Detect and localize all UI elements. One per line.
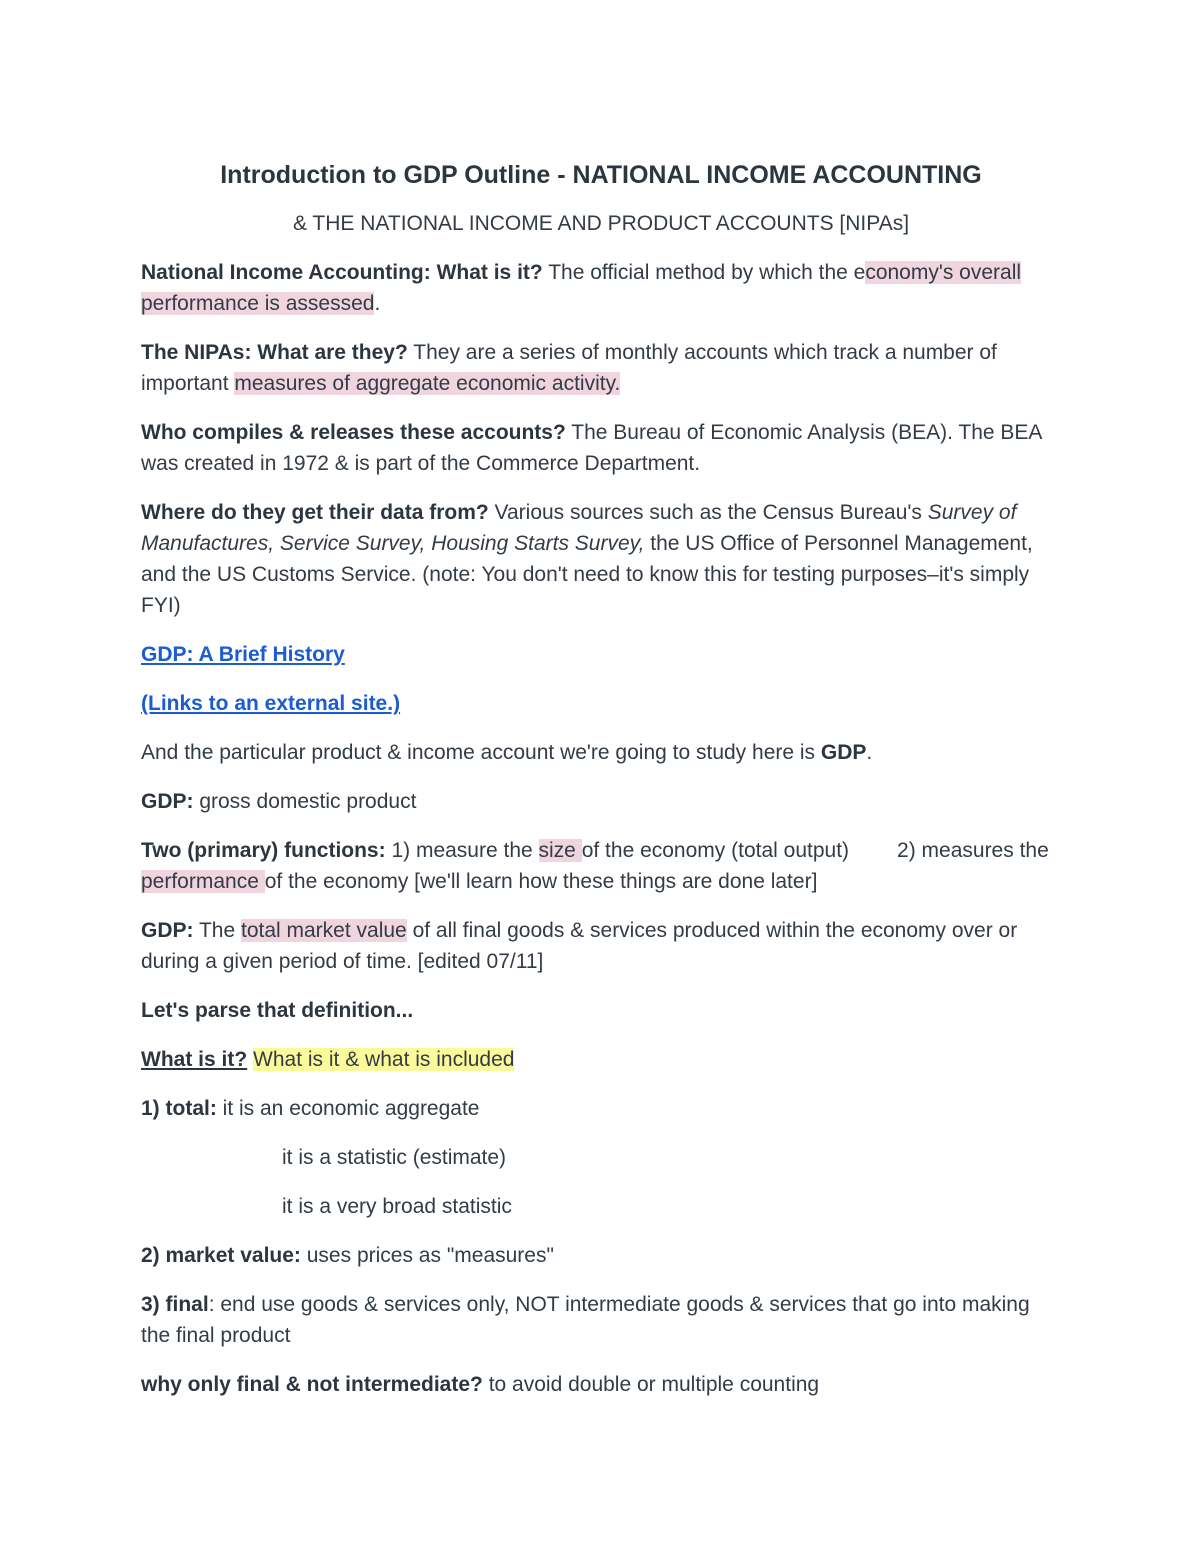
- term-label: 1) total:: [141, 1097, 217, 1120]
- body-text: it is a very broad statistic: [282, 1195, 512, 1218]
- paragraph-gdp-acronym: [141, 786, 1061, 817]
- question-label: The NIPAs: What are they?: [141, 341, 408, 364]
- answer-text: Various sources such as the Census Bureau's: [488, 501, 928, 524]
- term-label: Two (primary) functions:: [141, 839, 386, 862]
- link-paragraph-history: [141, 639, 1061, 670]
- paragraph-who-compiles: [141, 417, 1061, 479]
- paragraph-parse-heading: [141, 995, 1061, 1026]
- body-text: to avoid double or multiple counting: [482, 1373, 820, 1396]
- term-label: GDP:: [141, 919, 194, 942]
- paragraph-statistic: [141, 1142, 1061, 1173]
- body-text: 1) measure the: [385, 839, 539, 862]
- body-text: it is an economic aggregate: [216, 1097, 480, 1120]
- question-label: Who compiles & releases these accounts?: [141, 421, 566, 444]
- external-site-link[interactable]: (Links to an external site.): [141, 692, 401, 715]
- gdp-term: GDP: [820, 741, 867, 764]
- body-text: of the economy (total output): [581, 839, 850, 862]
- paragraph-total: [141, 1093, 1061, 1124]
- answer-text: The Bureau of Economic Analysis (BEA). The BEA was created in 1972 & is part of the Commerce Department.: [141, 421, 1042, 475]
- survey-names: Survey of Manufactures, Service Survey, Housing Starts Survey,: [141, 501, 1017, 555]
- term-label: 3) final: [141, 1293, 209, 1316]
- body-text: of the economy [we'll learn how these things are done later]: [264, 870, 818, 893]
- body-text: .: [866, 741, 873, 764]
- highlighted-text: size: [538, 839, 582, 862]
- body-text: it is a statistic (estimate): [282, 1146, 507, 1169]
- paragraph-what-is-it: [141, 1044, 1061, 1075]
- answer-text: The official method by which the e: [542, 261, 866, 284]
- paragraph-why-final: [141, 1369, 1061, 1400]
- page-subtitle: & THE NATIONAL INCOME AND PRODUCT ACCOUNTS [NIPAs]: [292, 212, 910, 235]
- highlighted-text: conomy's overall performance is assessed: [141, 261, 1022, 315]
- question-label: Where do they get their data from?: [141, 501, 489, 524]
- highlighted-text: performance: [141, 870, 265, 893]
- body-text: The: [193, 919, 241, 942]
- term-label: 2) market value:: [141, 1244, 301, 1267]
- paragraph-particular-account: [141, 737, 1061, 768]
- section-heading: Let's parse that definition...: [141, 999, 414, 1022]
- paragraph-functions: [141, 835, 1061, 897]
- body-text: And the particular product & income account we're going to study here is: [141, 741, 821, 764]
- page-title: Introduction to GDP Outline - NATIONAL INCOME ACCOUNTING: [220, 161, 982, 189]
- document-body: [141, 158, 1061, 1400]
- body-text: 2) measures the: [897, 839, 1049, 862]
- answer-text: They are a series of monthly accounts which track a number of important: [141, 341, 997, 395]
- term-label: GDP:: [141, 790, 194, 813]
- answer-text: the US Office of Personnel Management, and the US Customs Service. (note: You don't need to know this for testing purposes–it's simply FYI): [141, 532, 1033, 617]
- body-text: : end use goods & services only, NOT intermediate goods & services that go into making the final product: [141, 1293, 1030, 1347]
- paragraph-market-value: [141, 1240, 1061, 1271]
- paragraph-nipas: [141, 337, 1061, 399]
- body-text: uses prices as "measures": [300, 1244, 554, 1267]
- paragraph-national-income-accounting: [141, 257, 1061, 319]
- body-text: of all final goods & services produced within the economy over or during a given period of time. [edited 07/11]: [141, 919, 1018, 973]
- highlighted-text: total market value: [240, 919, 407, 942]
- body-text: gross domestic product: [193, 790, 417, 813]
- paragraph-gdp-definition: [141, 915, 1061, 977]
- answer-text: .: [374, 292, 381, 315]
- yellow-highlighted-text: What is it & what is included: [253, 1048, 515, 1071]
- highlighted-text: measures of aggregate economic activity.: [234, 372, 621, 395]
- paragraph-final: [141, 1289, 1061, 1351]
- link-paragraph-external: [141, 688, 1061, 719]
- question-label: National Income Accounting: What is it?: [141, 261, 543, 284]
- paragraph-data-sources: [141, 497, 1061, 621]
- gdp-history-link[interactable]: GDP: A Brief History: [141, 643, 345, 666]
- question-label: why only final & not intermediate?: [141, 1373, 483, 1396]
- paragraph-broad-statistic: [141, 1191, 1061, 1222]
- underlined-heading: What is it?: [141, 1048, 248, 1071]
